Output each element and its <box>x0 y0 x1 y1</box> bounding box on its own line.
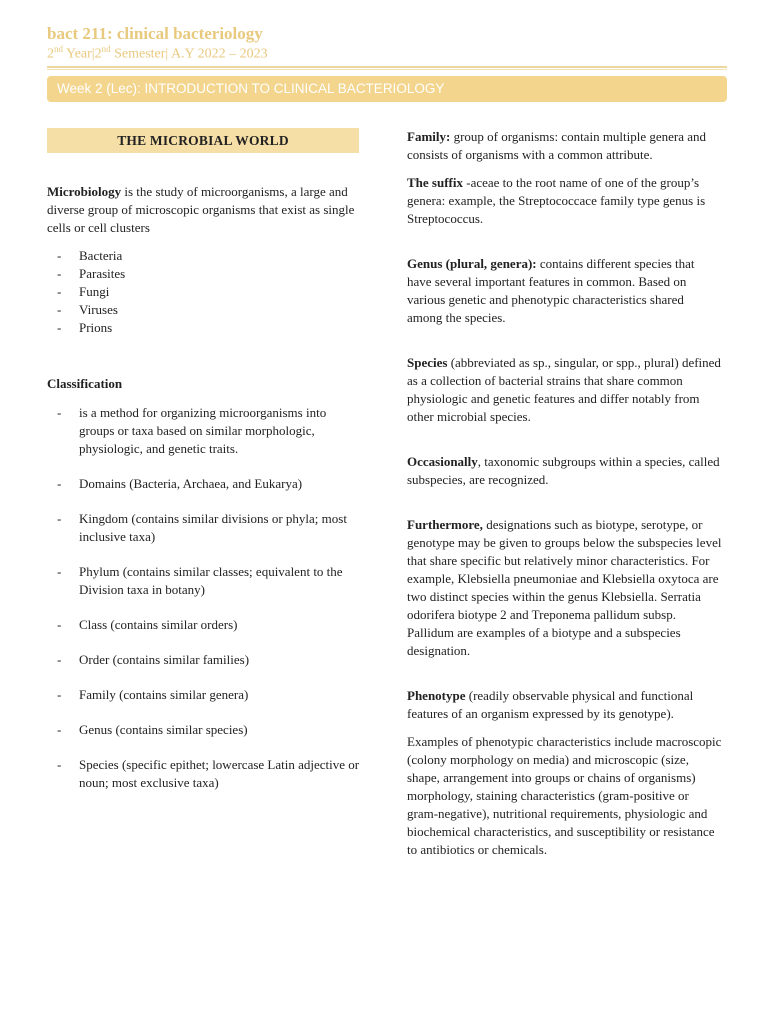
course-title: bact 211: clinical bacteriology <box>47 24 263 43</box>
suffix-definition: -aceae to the root name of one of the group’s genera: example, the Streptococcace family type genus is Streptococcus. <box>407 175 706 226</box>
year-ordinal: nd <box>54 44 63 54</box>
occasionally-definition: , taxonomic subgroups within a species, called subspecies, are recognized. <box>407 454 720 487</box>
classification-heading-text: Classification <box>47 376 123 391</box>
semester-number: 2 <box>94 46 102 62</box>
course-year-semester <box>47 44 268 63</box>
year-label: Year| <box>63 46 95 62</box>
list-item: - Kingdom (contains similar divisions or phyla; most inclusive taxa) <box>47 510 362 546</box>
list-item: - is a method for organizing microorganisms into groups or taxa based on similar morphologic, physiologic, and genetic traits. <box>47 404 362 458</box>
phenotype-examples-paragraph: Examples of phenotypic characteristics include macroscopic (colony morphology on media) and microscopic (size, shape, arrangement into groups or chains of organisms) morphology, staining characteristics (gram-positive or gram-negative), nutritional requirements, physiologic and biochemical characteristics, and susceptibility or resistance to antibiotics or chemicals. <box>407 734 722 857</box>
family-term: Family: <box>407 129 451 144</box>
list-item: - Bacteria <box>47 247 362 265</box>
list-item: - Order (contains similar families) <box>47 651 362 669</box>
list-item: - Class (contains similar orders) <box>47 616 362 634</box>
furthermore-definition: designations such as biotype, serotype, or genotype may be given to groups below the subspecies level that share specific but relatively minor characteristics. For example, Klebsiella pneumoniae and Klebsiella oxytoca are two distinct species within the genus Klebsiella. Serratia odorifera biotype 2 and Treponema pallidum subsp. Pallidum are examples of a biotype and a subspecies designation. <box>407 517 722 658</box>
list-item: - Species (specific epithet; lowercase Latin adjective or noun; most exclusive taxa) <box>47 756 362 792</box>
suffix-paragraph <box>407 174 722 228</box>
occasionally-paragraph <box>407 453 722 489</box>
family-paragraph <box>407 128 722 164</box>
left-column <box>47 128 362 809</box>
occasionally-term: Occasionally <box>407 454 478 469</box>
furthermore-term: Furthermore, <box>407 517 483 532</box>
microbiology-paragraph <box>47 183 362 237</box>
header-divider-thin <box>47 69 727 70</box>
genus-term: Genus (plural, genera): <box>407 256 537 271</box>
semester-label: Semester| A.Y 2022 – 2023 <box>110 46 268 62</box>
list-item: - Viruses <box>47 301 362 319</box>
phenotype-term: Phenotype <box>407 688 466 703</box>
list-item: - Family (contains similar genera) <box>47 686 362 704</box>
suffix-term: The suffix <box>407 175 463 190</box>
species-paragraph <box>407 354 722 426</box>
list-item: - Domains (Bacteria, Archaea, and Eukarya) <box>47 475 362 493</box>
furthermore-paragraph <box>407 516 722 660</box>
list-item: - Phylum (contains similar classes; equivalent to the Division taxa in botany) <box>47 563 362 599</box>
classification-heading <box>47 375 362 393</box>
section-title: THE MICROBIAL WORLD <box>47 128 359 153</box>
phenotype-definition: (readily observable physical and functional features of an organism expressed by its genotype). <box>407 688 694 721</box>
microbiology-term: Microbiology <box>47 184 122 199</box>
phenotype-paragraph <box>407 687 722 723</box>
genus-definition: contains different species that have several important features in common. Based on various genetic and phenotypic characteristics shared among the species. <box>407 256 695 325</box>
species-term: Species <box>407 355 448 370</box>
species-definition: (abbreviated as sp., singular, or spp., plural) defined as a collection of bacterial strains that share common physiologic and genetic features and differ notably from other microbial species. <box>407 355 721 424</box>
week-banner: Week 2 (Lec): INTRODUCTION TO CLINICAL BACTERIOLOGY <box>47 76 727 102</box>
classification-list <box>47 404 362 792</box>
family-definition: group of organisms: contain multiple genera and consists of organisms with a common attribute. <box>407 129 707 162</box>
microbe-type-list <box>47 247 362 337</box>
list-item: - Fungi <box>47 283 362 301</box>
list-item: - Prions <box>47 319 362 337</box>
microbiology-definition: is the study of microorganisms, a large and diverse group of microscopic organisms that exist as single cells or cell clusters <box>47 184 355 235</box>
semester-ordinal: nd <box>101 44 111 54</box>
year-number: 2 <box>47 46 54 62</box>
right-column <box>407 128 722 859</box>
list-item: - Parasites <box>47 265 362 283</box>
header-divider <box>47 66 727 68</box>
genus-paragraph <box>407 255 722 327</box>
list-item: - Genus (contains similar species) <box>47 721 362 739</box>
